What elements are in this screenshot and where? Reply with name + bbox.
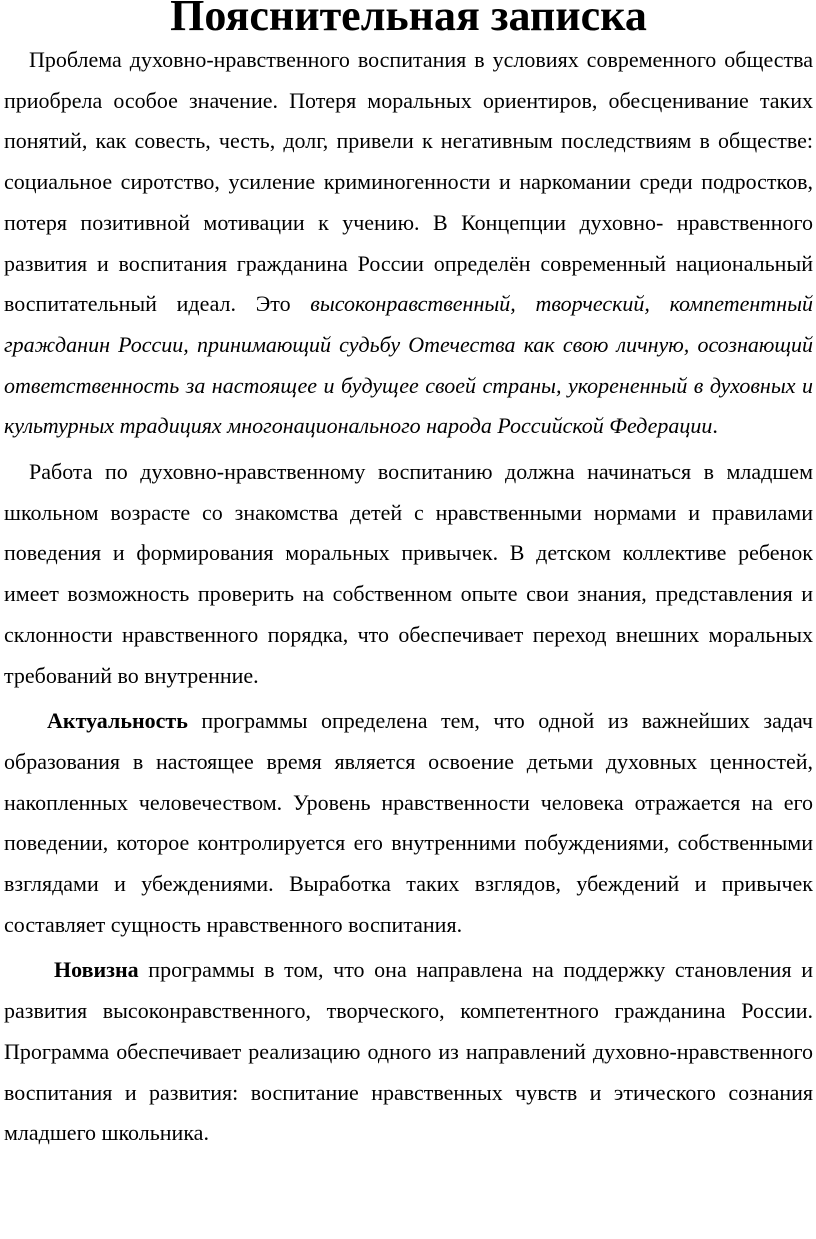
document-page bbox=[4, 0, 813, 1154]
paragraph-work-text: Работа по духовно-нравственному воспитанию должна начинаться в младшем школьном возрасте со знакомства детей с нравственными нормами и правилами поведения и формирования моральных привычек. В детском коллективе ребенок имеет возможность проверить на собственном опыте свои знания, представления и склонности нравственного порядка, что обеспечивает переход внешних моральных требований во внутренние. bbox=[4, 459, 813, 688]
paragraph-relevance-text: программы определена тем, что одной из важнейших задач образования в настоящее время является освоение детьми духовных ценностей, накопленных человечеством. Уровень нравственности человека отражается на его поведении, которое контролируется его внутренними побуждениями, собственными взглядами и убеждениями. Выработка таких взглядов, убеждений и привычек составляет сущность нравственного воспитания. bbox=[4, 708, 813, 937]
relevance-heading: Актуальность bbox=[47, 708, 188, 734]
paragraph-problem-text: Проблема духовно-нравственного воспитания в условиях современного общества приобрела особое значение. Потеря моральных ориентиров, обесценивание таких понятий, как совесть, честь, долг, привели к негативным последствиям в обществе: социальное сиротство, усиление криминогенности и наркомании среди подростков, потеря позитивной мотивации к учению. В Концепции духовно- нравственного развития и воспитания гражданина России определён современный национальный воспитательный идеал. Это bbox=[4, 47, 813, 317]
novelty-heading: Новизна bbox=[54, 957, 139, 983]
paragraph-work bbox=[4, 452, 813, 696]
paragraph-relevance bbox=[4, 701, 813, 945]
paragraph-problem-end: . bbox=[712, 413, 718, 439]
document-title: Пояснительная записка bbox=[170, 0, 647, 40]
paragraph-problem-ideal-italic: высоконравственный, творческий, компетентный гражданин России, принимающий судьбу Отечества как свою личную, осознающий ответственность за настоящее и будущее своей страны, укорененный в духовных и культурных традициях многонационального народа Российской Федерации bbox=[4, 291, 813, 439]
paragraph-problem bbox=[4, 40, 813, 447]
paragraph-novelty-text: программы в том, что она направлена на поддержку становления и развития высоконравственного, творческого, компетентного гражданина России. Программа обеспечивает реализацию одного из направлений духовно-нравственного воспитания и развития: воспитание нравственных чувств и этического сознания младшего школьника. bbox=[4, 957, 813, 1146]
paragraph-novelty bbox=[4, 950, 813, 1154]
